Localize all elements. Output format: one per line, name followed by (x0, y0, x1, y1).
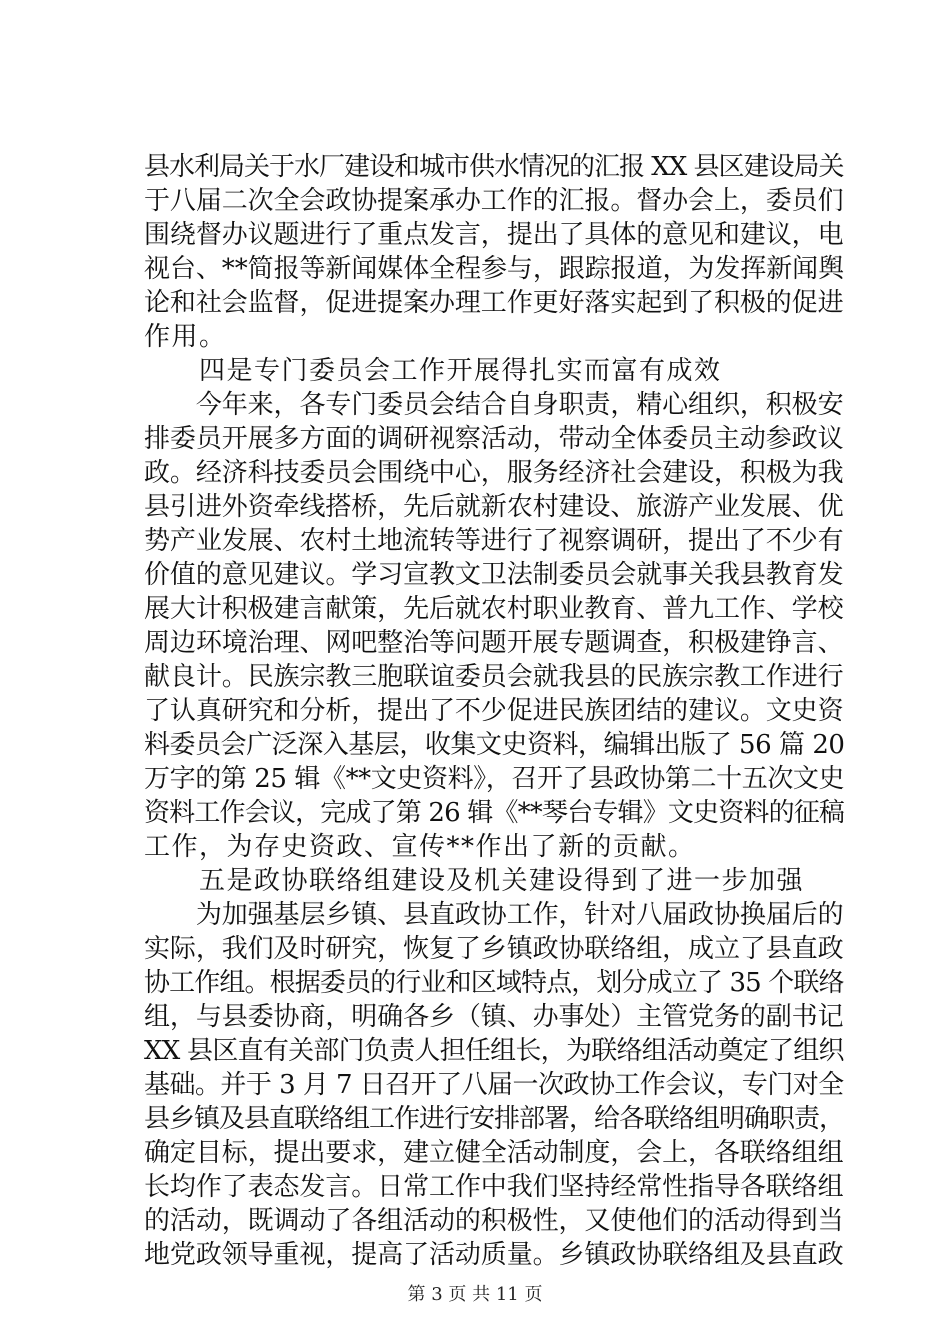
text-line: 论和社会监督，促进提案办理工作更好落实起到了积极的促进 (144, 288, 844, 318)
text-line: 县引进外资牵线搭桥，先后就新农村建设、旅游产业发展、优 (144, 492, 844, 522)
text-line: 价值的意见建议。学习宣教文卫法制委员会就事关我县教育发 (144, 560, 844, 590)
text-line: 展大计积极建言献策，先后就农村职业教育、普九工作、学校 (144, 594, 844, 624)
text-line: 周边环境治理、网吧整治等问题开展专题调查，积极建铮言、 (144, 628, 844, 658)
text-line: 实际，我们及时研究，恢复了乡镇政协联络组，成立了县直政 (144, 934, 844, 964)
text-line: 协工作组。根据委员的行业和区域特点，划分成立了 35 个联络 (144, 968, 844, 998)
text-line: 四是专门委员会工作开展得扎实而富有成效 (144, 356, 722, 386)
text-line: 视台、**简报等新闻媒体全程参与，跟踪报道，为发挥新闻舆 (144, 254, 845, 284)
body-text (144, 150, 844, 1272)
text-line: 料委员会广泛深入基层，收集文史资料，编辑出版了 56 篇 20 (144, 730, 845, 760)
text-line: 今年来，各专门委员会结合自身职责，精心组织，积极安 (144, 390, 844, 420)
text-line: 工作，为存史资政、宣传**作出了新的贡献。 (144, 832, 696, 862)
page-footer: 第 3 页 共 11 页 (407, 1284, 543, 1305)
text-line: 组，与县委协商，明确各乡（镇、办事处）主管党务的副书记 (144, 1002, 844, 1032)
text-line: 长均作了表态发言。日常工作中我们坚持经常性指导各联络组 (144, 1172, 844, 1202)
text-line: 政。经济科技委员会围绕中心，服务经济社会建设，积极为我 (144, 458, 844, 488)
text-line: 万字的第 25 辑《**文史资料》，召开了县政协第二十五次文史 (144, 764, 845, 794)
text-line: 排委员开展多方面的调研视察活动，带动全体委员主动参政议 (144, 424, 844, 454)
text-line: 县水利局关于水厂建设和城市供水情况的汇报 XX 县区建设局关 (144, 152, 844, 182)
text-line: 了认真研究和分析，提出了不少促进民族团结的建议。文史资 (144, 696, 844, 726)
text-line: 围绕督办议题进行了重点发言，提出了具体的意见和建议，电 (144, 220, 844, 250)
text-line: 五是政协联络组建设及机关建设得到了进一步加强 (144, 866, 805, 896)
text-line: 为加强基层乡镇、县直政协工作，针对八届政协换届后的 (144, 900, 844, 930)
text-line: XX 县区直有关部门负责人担任组长，为联络组活动奠定了组织 (144, 1036, 844, 1066)
text-line: 基础。并于 3 月 7 日召开了八届一次政协工作会议，专门对全 (144, 1070, 844, 1100)
text-line: 地党政领导重视，提高了活动质量。乡镇政协联络组及县直政 (144, 1240, 844, 1270)
text-line: 献良计。民族宗教三胞联谊委员会就我县的民族宗教工作进行 (144, 662, 844, 692)
text-line: 势产业发展、农村土地流转等进行了视察调研，提出了不少有 (144, 526, 844, 556)
text-line: 确定目标，提出要求，建立健全活动制度，会上，各联络组组 (144, 1138, 844, 1168)
text-line: 资料工作会议，完成了第 26 辑《**琴台专辑》文史资料的征稿 (144, 798, 845, 828)
text-line: 作用。 (144, 322, 227, 352)
text-line: 县乡镇及县直联络组工作进行安排部署，给各联络组明确职责， (144, 1104, 845, 1134)
text-line: 的活动，既调动了各组活动的积极性，又使他们的活动得到当 (144, 1206, 844, 1236)
text-line: 于八届二次全会政协提案承办工作的汇报。督办会上，委员们 (144, 186, 844, 216)
